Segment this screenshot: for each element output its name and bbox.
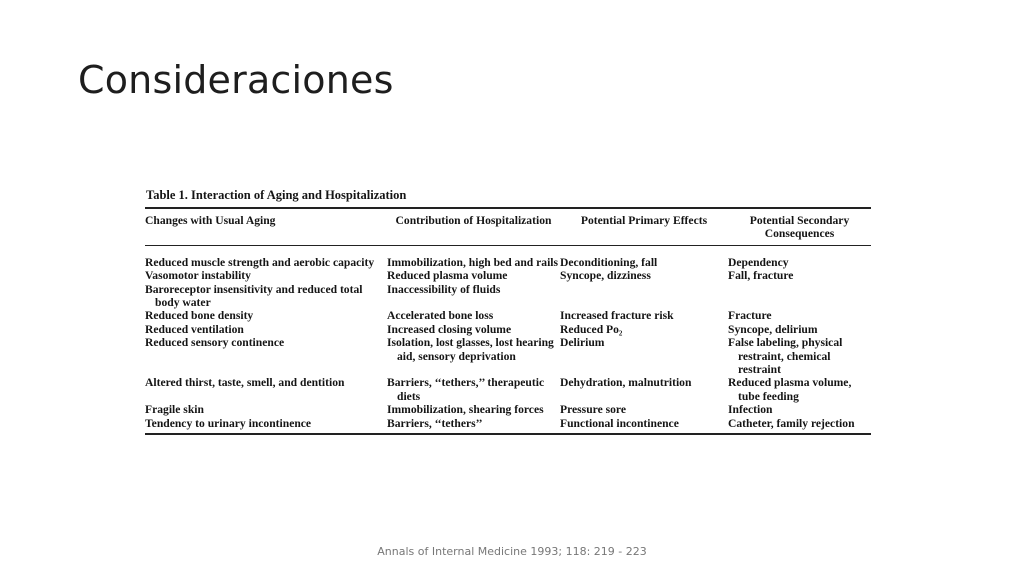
column-header: Potential Primary Effects: [580, 214, 708, 227]
table-cell: [387, 323, 560, 336]
table-cell: [728, 283, 871, 310]
table-cell: [560, 323, 728, 336]
table-cell-text: Reduced plasma volume: [387, 269, 508, 283]
table-cell-text: Immobilization, shearing forces: [387, 403, 544, 417]
table-cell: [728, 403, 871, 416]
table-row: [145, 376, 871, 403]
table-cell: [560, 376, 728, 403]
aging-hospitalization-table: [145, 207, 871, 435]
table-cell-text: Pressure sore: [560, 403, 627, 417]
table-cell: [560, 283, 728, 310]
table-cell: [387, 269, 560, 282]
table-cell: [728, 245, 871, 269]
table-cell: [145, 245, 387, 269]
table-cell: [387, 245, 560, 269]
table-cell: [728, 417, 871, 434]
table-row: [145, 309, 871, 322]
table-cell: [145, 309, 387, 322]
table-cell-text: Deconditioning, fall: [560, 255, 658, 269]
table-cell-text: Altered thirst, taste, smell, and dentition: [145, 376, 345, 390]
table-cell: [387, 309, 560, 322]
table-cell: [145, 336, 387, 376]
table-cell-text: Functional incontinence: [560, 416, 679, 430]
column-header: Contribution of Hospitalization: [395, 214, 552, 227]
table-cell-text: Infection: [728, 403, 773, 417]
table-cell-text: Fracture: [728, 309, 772, 323]
table-cell-text: Increased fracture risk: [560, 309, 674, 323]
table-cell-text: Fragile skin: [145, 403, 204, 417]
table-cell-text: Barriers, ‘‘tethers’’: [387, 416, 483, 430]
table-cell-text: Vasomotor instability: [145, 269, 251, 283]
table-cell-text: Syncope, dizziness: [560, 269, 651, 283]
table-cell-text: Immobilization, high bed and rails: [387, 255, 559, 269]
table-cell: [560, 309, 728, 322]
table-cell-text: Baroreceptor insensitivity and reduced total body water: [145, 282, 363, 310]
table-row: [145, 323, 871, 336]
table-cell: [560, 403, 728, 416]
table-body: [145, 245, 871, 434]
table-cell: [145, 403, 387, 416]
table-cell-text: Reduced sensory continence: [145, 336, 285, 350]
table-cell-text: Syncope, delirium: [728, 322, 818, 336]
column-header: Changes with Usual Aging: [145, 214, 276, 227]
table-row: [145, 417, 871, 434]
table-figure: [145, 188, 871, 435]
table-cell-text: Barriers, ‘‘tethers,’’ therapeutic diets: [387, 376, 545, 403]
table-cell: [560, 417, 728, 434]
table-cell: [387, 417, 560, 434]
table-cell-text: Reduced bone density: [145, 309, 254, 323]
table-cell: [145, 283, 387, 310]
table-row: [145, 245, 871, 269]
table-cell: [387, 336, 560, 376]
table-cell-text: Reduced plasma volume, tube feeding: [728, 376, 852, 403]
table-cell: [728, 376, 871, 403]
table-cell: [387, 283, 560, 310]
table-cell: [145, 269, 387, 282]
table-cell-text: Increased closing volume: [387, 322, 512, 336]
column-header: Potential Secondary Consequences: [749, 214, 850, 241]
table-cell-text: Reduced muscle strength and aerobic capacity: [145, 255, 375, 269]
table-row: [145, 336, 871, 376]
table-cell: [560, 245, 728, 269]
table-cell: [560, 269, 728, 282]
table-row: [145, 269, 871, 282]
slide-title: Consideraciones: [78, 58, 394, 102]
table-cell: [145, 323, 387, 336]
table-cell: [728, 269, 871, 282]
table-cell-text: Tendency to urinary incontinence: [145, 416, 312, 430]
table-header-row: [145, 208, 871, 245]
table-cell-text: Fall, fracture: [728, 269, 794, 283]
table-row: [145, 403, 871, 416]
table-cell: [728, 323, 871, 336]
table-cell: [387, 403, 560, 416]
table-cell: [560, 336, 728, 376]
table-caption: Table 1. Interaction of Aging and Hospitalization: [146, 188, 407, 202]
table-cell: [728, 309, 871, 322]
table-cell-text: Dehydration, malnutrition: [560, 376, 692, 390]
table-cell-text: Accelerated bone loss: [387, 309, 494, 323]
table-cell: [387, 376, 560, 403]
table-cell: [145, 376, 387, 403]
table-cell-text: Catheter, family rejection: [728, 416, 855, 430]
table-cell: [728, 336, 871, 376]
table-cell-text: Inaccessibility of fluids: [387, 282, 501, 296]
table-cell-text: Reduced ventilation: [145, 322, 244, 336]
table-cell-text: Reduced Po₂: [560, 322, 623, 336]
table-cell-text: Isolation, lost glasses, lost hearing aid, sensory deprivation: [387, 336, 554, 363]
table-cell-text: Dependency: [728, 255, 789, 269]
table-row: [145, 283, 871, 310]
table-cell: [145, 417, 387, 434]
citation: Annals of Internal Medicine 1993; 118: 219 - 223: [377, 545, 647, 558]
table-cell-text: Delirium: [560, 336, 605, 350]
table-cell-text: False labeling, physical restraint, chemical restraint: [728, 336, 843, 377]
